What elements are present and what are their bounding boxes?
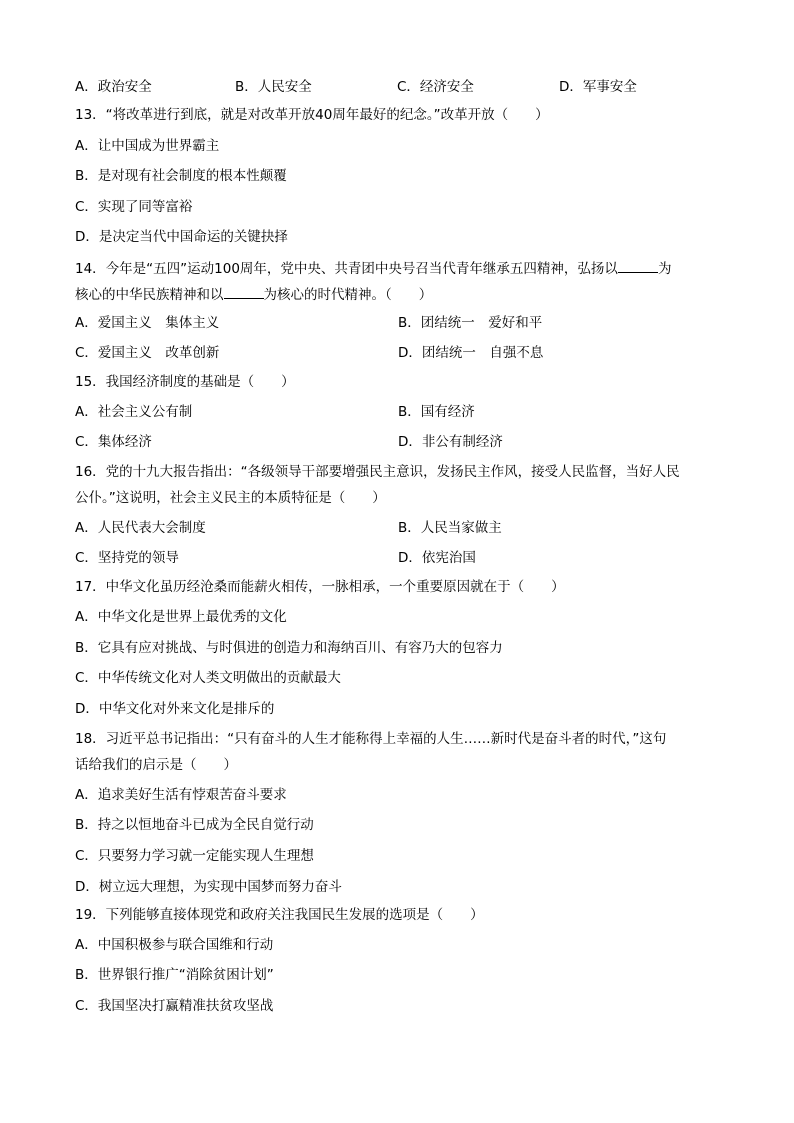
q19-option-b: B．世界银行推广“消除贫困计划” (75, 967, 274, 983)
q15-option-a: A．社会主义公有制 (75, 404, 193, 420)
q16-option-a: A．人民代表大会制度 (75, 520, 206, 536)
q15-option-d: D．非公有制经济 (398, 434, 503, 450)
q18-option-b: B．持之以恒地奋斗已成为全民自觉行动 (75, 817, 314, 833)
q12-options-row (75, 78, 715, 96)
q13-option-a: A．让中国成为世界霸主 (75, 138, 220, 154)
q13-option-c: C．实现了同等富裕 (75, 199, 193, 215)
q18-option-c: C．只要努力学习就一定能实现人生理想 (75, 848, 314, 864)
q15-stem: 15．我国经济制度的基础是（ ） (75, 374, 295, 390)
q14-blank-1 (618, 258, 658, 273)
q14-option-c: C．爱国主义 改革创新 (75, 345, 220, 361)
q14-stem-part1: 14．今年是“五四”运动100周年，党中央、共青团中央号召当代青年继承五四精神，弘扬以 (75, 261, 618, 277)
q14-stem-part4: 为核心的时代精神。（ ） (263, 287, 433, 303)
q16-option-d: D．依宪治国 (398, 550, 476, 566)
q14-stem-part3: 核心的中华民族精神和以 (75, 287, 224, 303)
q16-option-b: B．人民当家做主 (398, 520, 502, 536)
q14-option-a: A．爱国主义 集体主义 (75, 315, 220, 331)
q17-option-d: D．中华文化对外来文化是排斥的 (75, 701, 275, 717)
q13-option-b: B．是对现有社会制度的根本性颠覆 (75, 168, 287, 184)
q14-options-row2 (75, 344, 715, 362)
q13-stem: 13．“将改革进行到底，就是对改革开放40周年最好的纪念。”改革开放（ ） (75, 107, 549, 123)
q14-stem-line1 (75, 258, 671, 278)
q15-options-row2 (75, 433, 715, 451)
q13-option-d: D．是决定当代中国命运的关键抉择 (75, 229, 288, 245)
q12-option-a: A．政治安全 (75, 79, 152, 95)
q14-stem-line2 (75, 284, 432, 304)
q16-options-row1 (75, 519, 715, 537)
q18-option-d: D．树立远大理想，为实现中国梦而努力奋斗 (75, 879, 342, 895)
q18-stem-line2: 话给我们的启示是（ ） (75, 757, 237, 773)
q19-option-c: C．我国坚决打赢精准扶贫攻坚战 (75, 998, 274, 1014)
q17-option-b: B．它具有应对挑战、与时俱进的创造力和海纳百川、有容乃大的包容力 (75, 640, 503, 656)
q16-options-row2 (75, 549, 715, 567)
q19-option-a: A．中国积极参与联合国维和行动 (75, 937, 274, 953)
q17-option-a: A．中华文化是世界上最优秀的文化 (75, 609, 287, 625)
q15-options-row1 (75, 403, 715, 421)
q14-stem-part2: 为 (657, 261, 672, 277)
q18-stem-line1: 18．习近平总书记指出：“只有奋斗的人生才能称得上幸福的人生……新时代是奋斗者的时代，”这句 (75, 731, 667, 747)
q12-option-b: B．人民安全 (235, 79, 312, 95)
q16-stem-line1: 16．党的十九大报告指出：“各级领导干部要增强民主意识，发扬民主作风，接受人民监督，当好人民 (75, 464, 680, 480)
q12-option-d: D．军事安全 (559, 79, 637, 95)
q14-option-b: B．团结统一 爱好和平 (398, 315, 543, 331)
q15-option-b: B．国有经济 (398, 404, 475, 420)
q15-option-c: C．集体经济 (75, 434, 152, 450)
q16-stem-line2: 公仆。”这说明，社会主义民主的本质特征是（ ） (75, 490, 386, 506)
q17-stem: 17．中华文化虽历经沧桑而能薪火相传，一脉相承，一个重要原因就在于（ ） (75, 579, 565, 595)
q16-option-c: C．坚持党的领导 (75, 550, 179, 566)
q14-blank-2 (224, 284, 264, 299)
q12-option-c: C．经济安全 (397, 79, 474, 95)
q14-option-d: D．团结统一 自强不息 (398, 345, 544, 361)
q14-options-row1 (75, 314, 715, 332)
q19-stem: 19．下列能够直接体现党和政府关注我国民生发展的选项是（ ） (75, 907, 484, 923)
q18-option-a: A．追求美好生活有悖艰苦奋斗要求 (75, 787, 287, 803)
q17-option-c: C．中华传统文化对人类文明做出的贡献最大 (75, 670, 341, 686)
